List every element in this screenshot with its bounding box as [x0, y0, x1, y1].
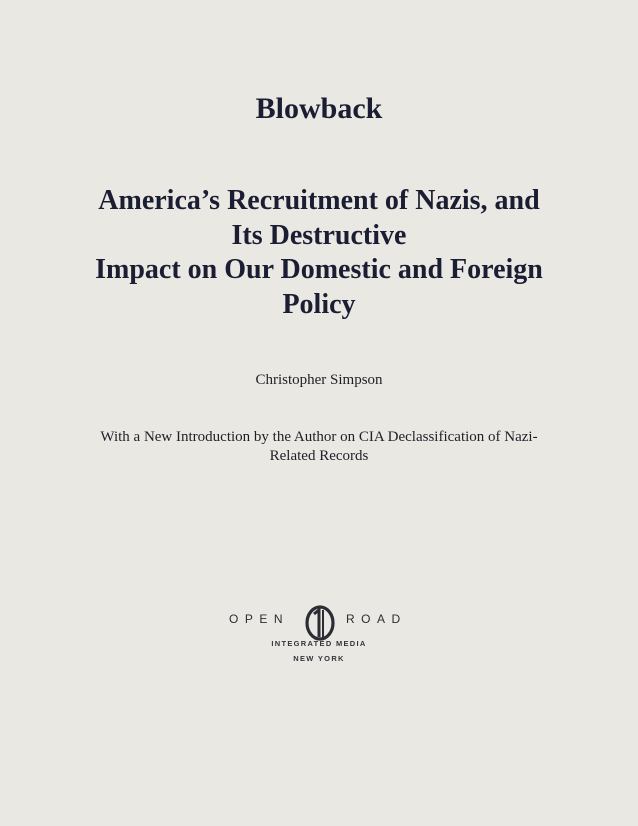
subtitle-line: Policy	[282, 288, 356, 320]
intro-line: Related Records	[269, 448, 369, 464]
subtitle-line: Its Destructive	[231, 219, 407, 251]
logo-wordmark	[228, 604, 410, 634]
introduction-note	[80, 428, 558, 466]
author-name: Christopher Simpson	[255, 372, 383, 388]
logo-open-text: OPEN	[229, 612, 290, 626]
subtitle-line: America’s Recruitment of Nazis, and	[98, 185, 540, 216]
subtitle-line: Impact on Our Domestic and Foreign	[95, 254, 543, 285]
book-subtitle	[60, 184, 578, 322]
open-road-emblem-icon	[298, 604, 342, 642]
logo-new-york: NEW YORK	[293, 654, 345, 663]
intro-line: With a New Introduction by the Author on CIA Declassification of Nazi-	[100, 429, 538, 445]
logo-road-text: ROAD	[346, 612, 407, 626]
publisher-logo	[228, 596, 410, 666]
book-title: Blowback	[255, 92, 383, 125]
logo-integrated-media: INTEGRATED MEDIA	[271, 639, 367, 648]
